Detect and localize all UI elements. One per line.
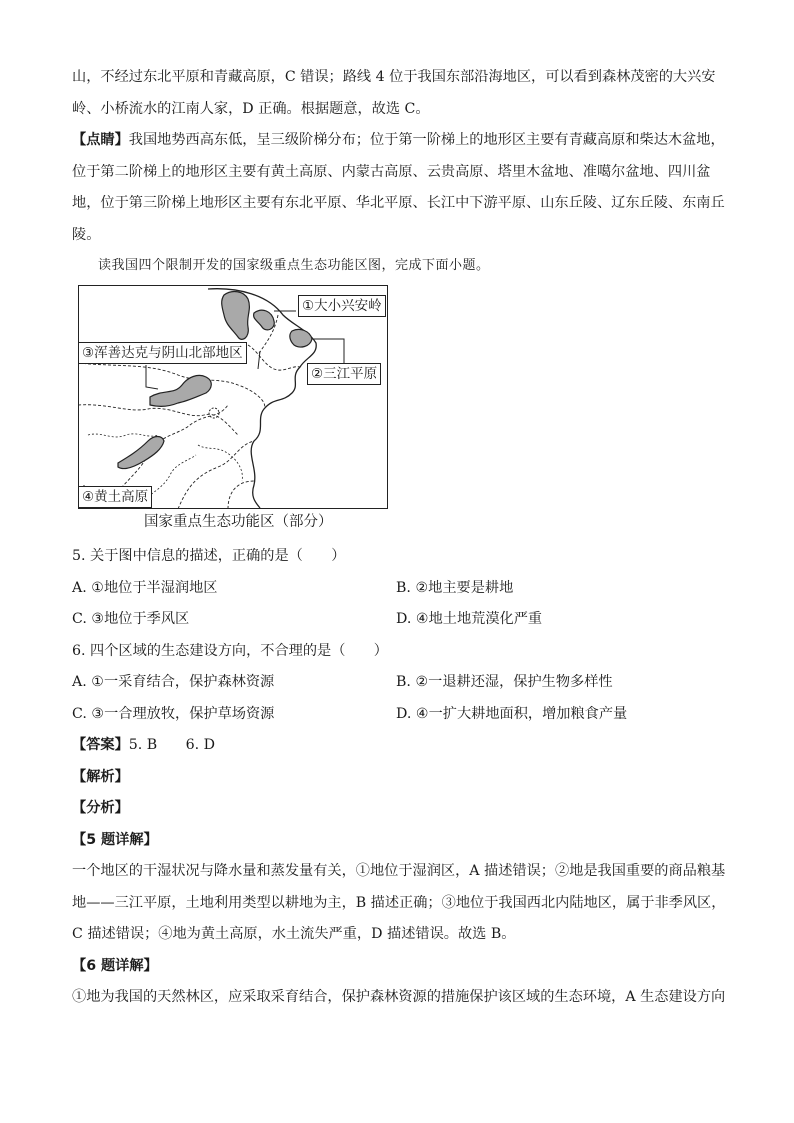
question-intro: 读我国四个限制开发的国家级重点生态功能区图，完成下面小题。 bbox=[98, 258, 490, 273]
document-page bbox=[72, 62, 726, 1014]
comment-text-1: 我国地势西高东低，呈三级阶梯分布；位于第一阶梯上的地形区主要有青藏高原和柴达木盆地， bbox=[128, 132, 725, 148]
comment-tag: 【点睛】 bbox=[72, 132, 129, 148]
q5-options-row-1 bbox=[72, 573, 722, 605]
map-label-3: ③浑善达克与阴山北部地区 bbox=[78, 342, 247, 364]
q6-options-row-1 bbox=[72, 667, 722, 699]
q5-option-c: C. ③地位于季风区 bbox=[72, 611, 190, 627]
answer-tag: 【答案】 bbox=[72, 737, 129, 753]
ecological-zones-map bbox=[78, 285, 388, 509]
detail-5-heading: 【5 题详解】 bbox=[72, 831, 158, 848]
analysis-heading: 【解析】 bbox=[72, 768, 129, 785]
q6-option-a: A. ①一采育结合，保护森林资源 bbox=[72, 674, 275, 690]
answer-text: 5. B 6. D bbox=[128, 737, 216, 753]
map-label-4: ④黄土高原 bbox=[78, 486, 152, 508]
comment-line-4: 陵。 bbox=[72, 226, 101, 243]
q5-options-row-2 bbox=[72, 604, 722, 636]
fenxi-heading: 【分析】 bbox=[72, 800, 129, 816]
detail-5-line-1: 一个地区的干湿状况与降水量和蒸发量有关，①地位于湿润区，A 描述错误；②地是我国重要的商品粮基 bbox=[72, 863, 726, 879]
q6-option-b: B. ②一退耕还湿，保护生物多样性 bbox=[396, 674, 613, 690]
q6-stem: 6. 四个区域的生态建设方向，不合理的是（ ） bbox=[72, 642, 388, 659]
q6-options-row-2 bbox=[72, 699, 722, 731]
q5-stem: 5. 关于图中信息的描述，正确的是（ ） bbox=[72, 548, 346, 564]
map-label-1: ①大小兴安岭 bbox=[298, 295, 386, 317]
prev-analysis-line-2: 岭、小桥流水的江南人家，D 正确。根据题意，故选 C。 bbox=[72, 100, 430, 117]
q5-option-b: B. ②地主要是耕地 bbox=[396, 579, 514, 596]
detail-5-line-2: 地——三江平原，土地利用类型以耕地为主，B 描述正确；③地位于我国西北内陆地区，属于非季风区， bbox=[72, 894, 726, 911]
q5-option-d: D. ④地土地荒漠化严重 bbox=[396, 611, 543, 627]
map-label-2: ②三江平原 bbox=[307, 363, 381, 385]
answer-line bbox=[72, 730, 722, 762]
q5-option-a: A. ①地位于半湿润地区 bbox=[72, 579, 218, 596]
comment-line-2: 位于第二阶梯上的地形区主要有黄土高原、内蒙古高原、云贵高原、塔里木盆地、准噶尔盆地、四川盆 bbox=[72, 163, 711, 180]
comment-line-1 bbox=[72, 125, 725, 157]
detail-5-line-3: C 描述错误；④地为黄土高原，水土流失严重，D 描述错误。故选 B。 bbox=[72, 926, 516, 942]
detail-6-heading: 【6 题详解】 bbox=[72, 957, 158, 974]
comment-line-3: 地，位于第三阶梯上地形区主要有东北平原、华北平原、长江中下游平原、山东丘陵、辽东丘陵、东南丘 bbox=[72, 195, 725, 211]
q6-option-c: C. ③一合理放牧，保护草场资源 bbox=[72, 705, 275, 722]
map-svg bbox=[78, 285, 388, 509]
detail-6-line-1: ①地为我国的天然林区，应采取采育结合，保护森林资源的措施保护该区域的生态环境，A 生态建设方向 bbox=[72, 989, 726, 1005]
q6-option-d: D. ④一扩大耕地面积，增加粮食产量 bbox=[396, 705, 628, 722]
map-caption: 国家重点生态功能区（部分） bbox=[144, 514, 333, 530]
prev-analysis-line-1: 山，不经过东北平原和青藏高原，C 错误；路线 4 位于我国东部沿海地区，可以看到森林茂密的大兴安 bbox=[72, 69, 716, 85]
